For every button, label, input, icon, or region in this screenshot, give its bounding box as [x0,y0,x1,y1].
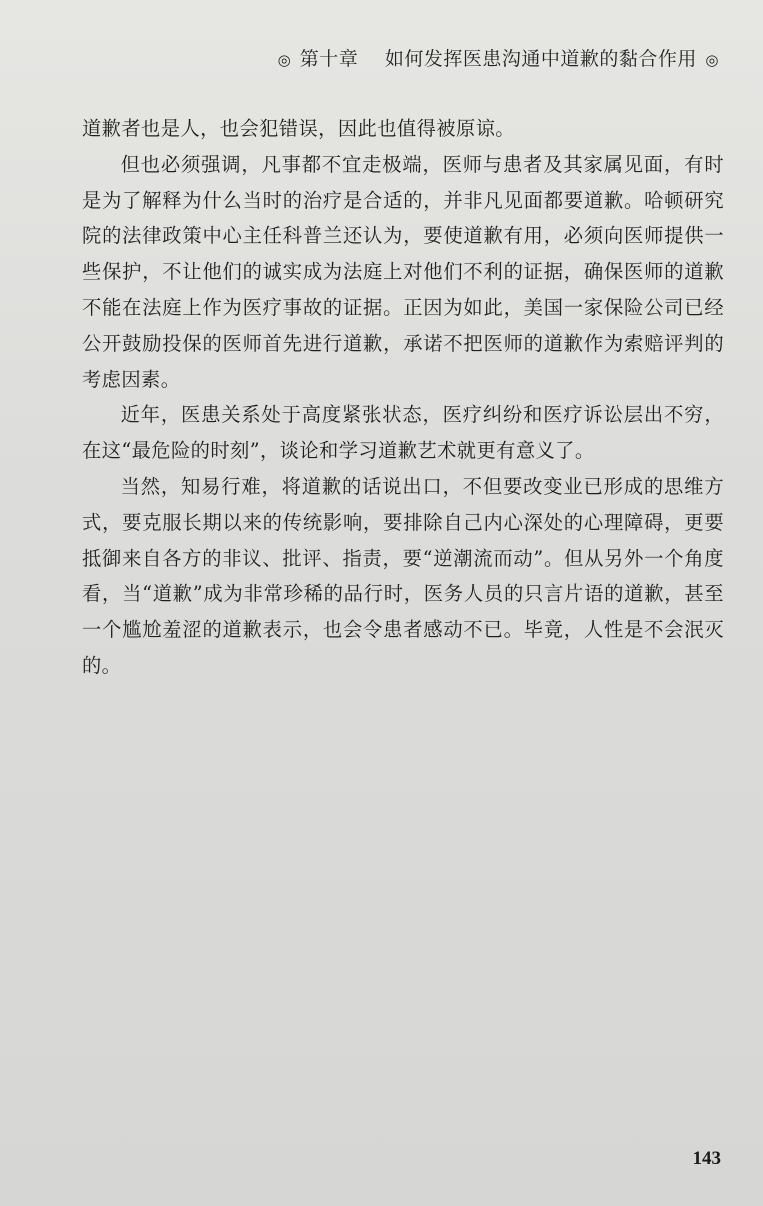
header-mark-left: ◎ [277,51,292,69]
body-text [82,111,724,684]
paragraph: 当然，知易行难，将道歉的话说出口，不但要改变业已形成的思维方式，要克服长期以来的传统影响，要排除自己内心深处的心理障碍，更要抵御来自各方的非议、批评、指责，要“逆潮流而动”。但从另外一个角度看，当“道歉”成为非常珍稀的品行时，医务人员的只言片语的道歉，甚至一个尴尬羞涩的道歉表示，也会令患者感动不已。毕竟，人性是不会泯灭的。 [82,474,724,677]
paragraph-continued: 道歉者也是人，也会犯错误，因此也值得被原谅。 [82,117,515,140]
paragraph: 但也必须强调，凡事都不宜走极端，医师与患者及其家属见面，有时是为了解释为什么当时的治疗是合适的，并非凡见面都要道歉。哈顿研究院的法律政策中心主任科普兰还认为，要使道歉有用，必须向医师提供一些保护，不让他们的诚实成为法庭上对他们不利的证据，确保医师的道歉不能在法庭上作为医疗事故的证据。正因为如此，美国一家保险公司已经公开鼓励投保的医师首先进行道歉，承诺不把医师的道歉作为索赔评判的考虑因素。 [82,152,724,391]
header-mark-right: ◎ [705,51,719,69]
chapter-title: 如何发挥医患沟通中道歉的黏合作用 [384,48,697,70]
page-number: 143 [692,1148,721,1169]
paragraph: 近年，医患关系处于高度紧张状态，医疗纠纷和医疗诉讼层出不穷，在这“最危险的时刻”，谈论和学习道歉艺术就更有意义了。 [82,403,724,463]
running-header [276,44,721,71]
chapter-label: 第十章 [299,48,359,70]
